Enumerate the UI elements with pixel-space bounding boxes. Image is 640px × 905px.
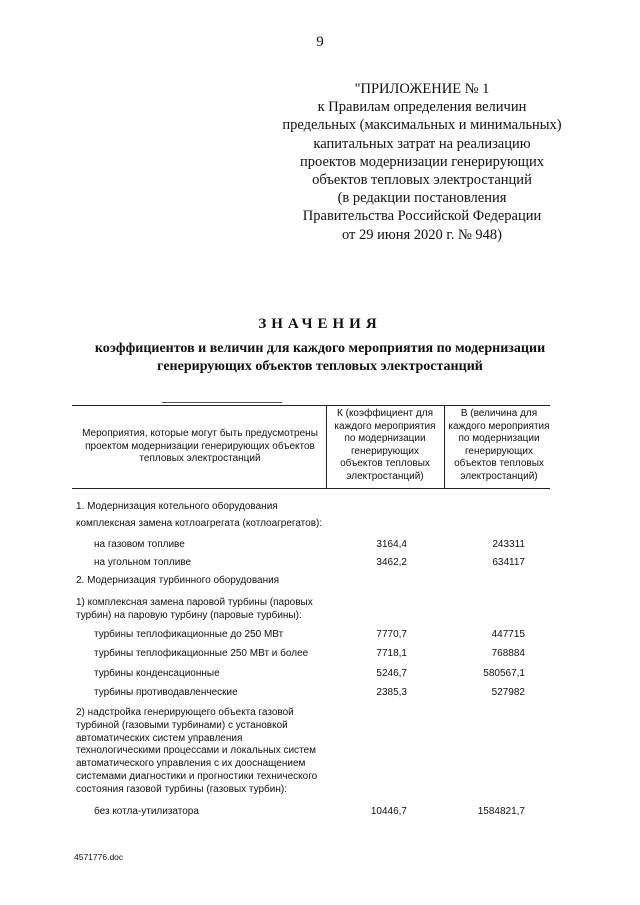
document-subtitle: коэффициентов и величин для каждого мероприятия по модернизации генерирующих объектов тепловых электростанций <box>94 341 546 374</box>
appendix-line: проектов модернизации генерирующих <box>300 153 544 170</box>
table-top-rule-extra <box>162 402 282 403</box>
table-row <box>0 629 640 642</box>
row-label: 1) комплексная замена паровой турбины (паровых турбин) на паровую турбину (паровые турбины): <box>76 597 313 621</box>
row-k-value: 2385,3 <box>376 687 407 698</box>
row-k-value: 10446,7 <box>370 806 407 817</box>
row-b-value: 1584821,7 <box>477 806 525 817</box>
row-label: 1. Модернизация котельного оборудования <box>76 501 278 512</box>
appendix-line: капитальных затрат на реализацию <box>313 135 531 152</box>
row-label: турбины противодавленческие <box>94 687 238 698</box>
table-top-rule <box>72 405 550 406</box>
appendix-block <box>262 80 582 244</box>
row-k-value: 3164,4 <box>376 539 407 550</box>
row-label: на газовом топливе <box>94 539 185 550</box>
appendix-line: "ПРИЛОЖЕНИЕ № 1 <box>354 81 490 97</box>
table-row <box>0 501 640 514</box>
table-row <box>0 707 640 799</box>
appendix-line: предельных (максимальных и минимальных) <box>282 117 562 134</box>
column-header-measures: Мероприятия, которые могут быть предусмотрены проектом модернизации генерирующих объектов тепловых электростанций <box>82 428 318 465</box>
row-b-value: 447715 <box>491 629 525 640</box>
row-k-value: 7770,7 <box>376 629 407 640</box>
row-label: 2. Модернизация турбинного оборудования <box>76 575 280 586</box>
row-b-value: 243311 <box>492 539 525 550</box>
table-row <box>0 575 640 588</box>
row-label: на угольном топливе <box>94 557 192 568</box>
appendix-line: объектов тепловых электростанций <box>312 172 532 189</box>
row-label: турбины теплофикационные 250 МВт и более <box>94 648 309 659</box>
table-header-rule <box>72 488 550 489</box>
row-b-value: 580567,1 <box>483 668 525 679</box>
column-header-b: В (величина для каждого мероприятия по модернизации генерирующих объектов тепловых электростанций) <box>448 408 550 482</box>
footer-filename: 4571776.doc <box>74 852 124 862</box>
appendix-line: (в редакции постановления <box>337 190 507 207</box>
appendix-line: Правительства Российской Федерации <box>302 208 542 225</box>
appendix-line: к Правилам определения величин <box>317 99 527 116</box>
row-b-value: 634117 <box>492 557 525 568</box>
row-k-value: 5246,7 <box>376 668 407 679</box>
row-b-value: 768884 <box>491 648 525 659</box>
row-k-value: 7718,1 <box>376 648 407 659</box>
column-divider <box>326 405 327 488</box>
appendix-line: от 29 июня 2020 г. № 948) <box>341 226 503 243</box>
table-row <box>0 539 640 552</box>
table-row <box>0 557 640 570</box>
table-row <box>0 806 640 819</box>
table-row <box>0 648 640 661</box>
table-row <box>0 518 640 531</box>
row-label: без котла-утилизатора <box>94 806 199 817</box>
table-row <box>0 687 640 700</box>
row-label: турбины теплофикационные до 250 МВт <box>94 629 284 640</box>
row-label: турбины конденсационные <box>94 668 220 679</box>
page-number: 9 <box>316 34 324 50</box>
document-title: ЗНАЧЕНИЯ <box>258 316 382 332</box>
table-row <box>0 668 640 681</box>
row-label: 2) надстройка генерирующего объекта газовой турбиной (газовыми турбинами) с установкой автоматических систем управления технологическими процессами и локальных систем автоматического управления с их дооснащением системами диагностики и прогностики технического состояния газовой турбины (газовых турбин): <box>76 707 318 795</box>
row-label: комплексная замена котлоагрегата (котлоагрегатов): <box>76 518 323 529</box>
row-b-value: 527982 <box>491 687 525 698</box>
row-k-value: 3462,2 <box>376 557 407 568</box>
table-row <box>0 597 640 625</box>
column-header-k: К (коэффициент для каждого мероприятия по модернизации генерирующих объектов тепловых электростанций) <box>334 408 436 482</box>
column-divider <box>444 405 445 488</box>
